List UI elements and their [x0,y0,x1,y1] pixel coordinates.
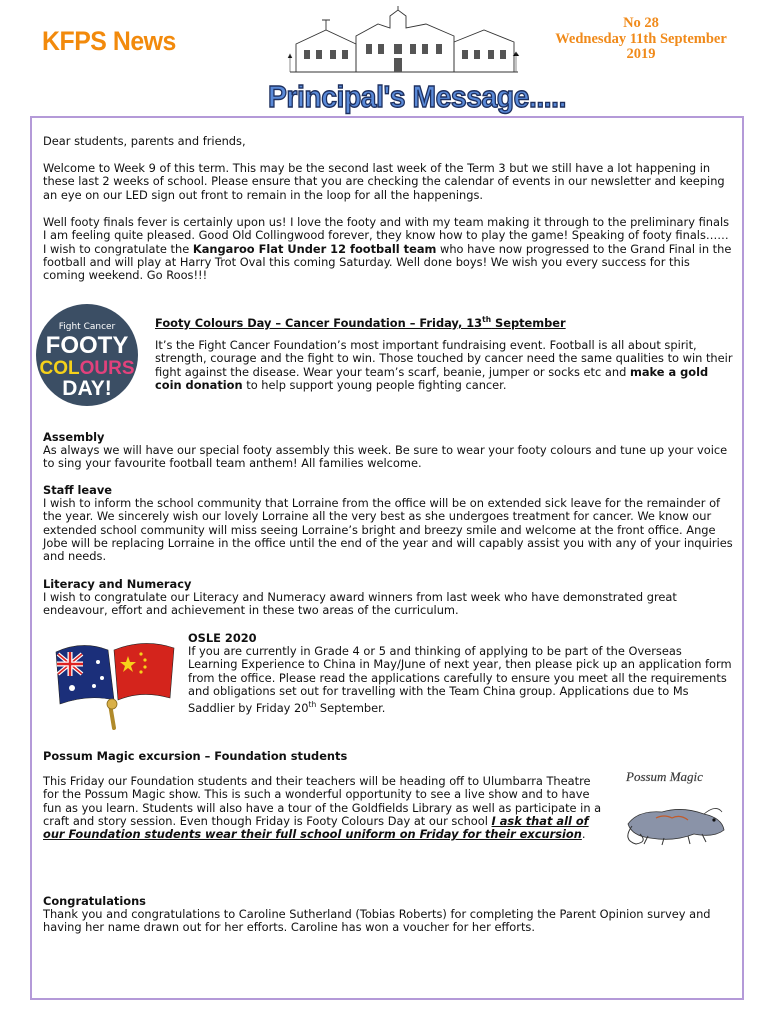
letter-paragraph-1: Welcome to Week 9 of this term. This may be the second last week of the Term 3 but we still have a lot happening in these last 2 weeks of school. Please ensure that you are checking the calendar of events in our newsletter and keeping an eye on our LED sign out front to remain in the loop for all the happenings. [43,161,725,202]
gold-coin-donation: make a gold coin donation [155,364,709,392]
issue-info [534,16,748,63]
issue-year: 2019 [626,46,656,62]
possum-magic-heading: Possum Magic excursion – Foundation students [43,749,348,763]
assembly-heading: Assembly [43,430,105,444]
svg-text:Possum Magic: Possum Magic [626,769,703,784]
svg-text:Fight Cancer: Fight Cancer [58,322,116,332]
svg-text:FOOTY: FOOTY [45,332,129,359]
possum-magic-body: This Friday our Foundation students and their teachers will be heading off to Ulumbarra Theatre for the Possum Magic show. This is such a wonderful opportunity to see a live show and to have fun as you learn. Students will also have a tour of the Goldfields Library as well as participate in a craft and story session. Even though Friday is Footy Colours Day at our school I ask that all of our Foundation students wear their full school uniform on Friday for their excursion. [43,774,602,842]
literacy-body: I wish to congratulate our Literacy and Numeracy award winners from last week who have demonstrated great endeavour, effort and achievement in these two areas of the curriculum. [43,590,677,618]
footy-colours-day-logo [35,303,139,407]
svg-text:DAY!: DAY! [62,377,112,400]
assembly-body: As always we will have our special footy assembly this week. Be sure to wear your footy colours and tune up your voice to sing your favourite football team anthem! All families welcome. [43,443,728,471]
kangaroo-flat-team: Kangaroo Flat Under 12 football team [192,241,437,256]
footy-colours-body: It’s the Fight Cancer Foundation’s most important fundraising event. Football is all about spirit, strength, courage and the fight to win. Those touched by cancer need the same qualities to win their fight against the disease. Wear your team’s scarf, beanie, jumper or socks etc and make a gold coin donation to help support young people fighting cancer. [155,338,733,392]
uniform-request: I ask that all of our Foundation students wear their full school uniform on Friday for their excursion [43,813,589,842]
issue-date: Wednesday 11th September [555,30,727,47]
issue-number: No 28 [623,15,659,31]
svg-text:COLOURS: COLOURS [39,358,135,379]
letter-paragraph-2: Well footy finals fever is certainly upon us! I love the footy and with my team making it through to the preliminary finals I am feeling quite pleased. Good Old Collingwood forever, they know how to play the game! Speaking of footy finals…… I wish to congratulate the Kangaroo Flat Under 12 football team who have now progressed to the Grand Final in the football and will play at Harry Trot Oval this coming Saturday. Well done boys! We wish you every success for this coming weekend. Go Roos!!! [43,215,732,283]
newsletter-brand: KFPS News [42,26,176,56]
possum-magic-wordmark [624,768,722,786]
school-building-illustration [286,6,522,74]
newsletter-masthead [0,0,770,115]
congratulations-heading: Congratulations [43,894,146,908]
australia-china-flags-pin [48,624,182,732]
staff-leave-body: I wish to inform the school community that Lorraine from the office will be on extended sick leave for the remainder of the year. We sincerely wish our lovely Lorraine all the very best as she undergoes treatment for cancer. We know our extended school community will miss seeing Lorraine’s bright and breezy smile and welcome at the front office. Ange Jobe will be replacing Lorraine in the office until the end of the year and will capably assist you with any of your inquiries and needs. [43,496,733,564]
footy-colours-heading: Footy Colours Day – Cancer Foundation – Friday, 13th September [155,315,566,330]
osle-heading: OSLE 2020 [188,631,257,645]
staff-leave-heading: Staff leave [43,483,112,497]
greeting: Dear students, parents and friends, [43,134,246,148]
congratulations-body: Thank you and congratulations to Caroline Sutherland (Tobias Roberts) for completing the Parent Opinion survey and having her name drawn out for her efforts. Caroline has won a voucher for her efforts. [43,907,711,935]
literacy-heading: Literacy and Numeracy [43,577,192,591]
osle-body: If you are currently in Grade 4 or 5 and thinking of applying to be part of the Overseas Learning Experience to China in May/June of next year, then please pick up an application form from the office. Please read the applications carefully to ensure you meet all the requirements and obligations set out for travelling with the Team China group. Applications due to Ms Saddlier by Friday 20th September. [188,644,732,715]
principals-message-banner [264,74,570,116]
possum-illustration [618,790,730,846]
banner-title-text: Principal's Message..... [268,79,566,114]
